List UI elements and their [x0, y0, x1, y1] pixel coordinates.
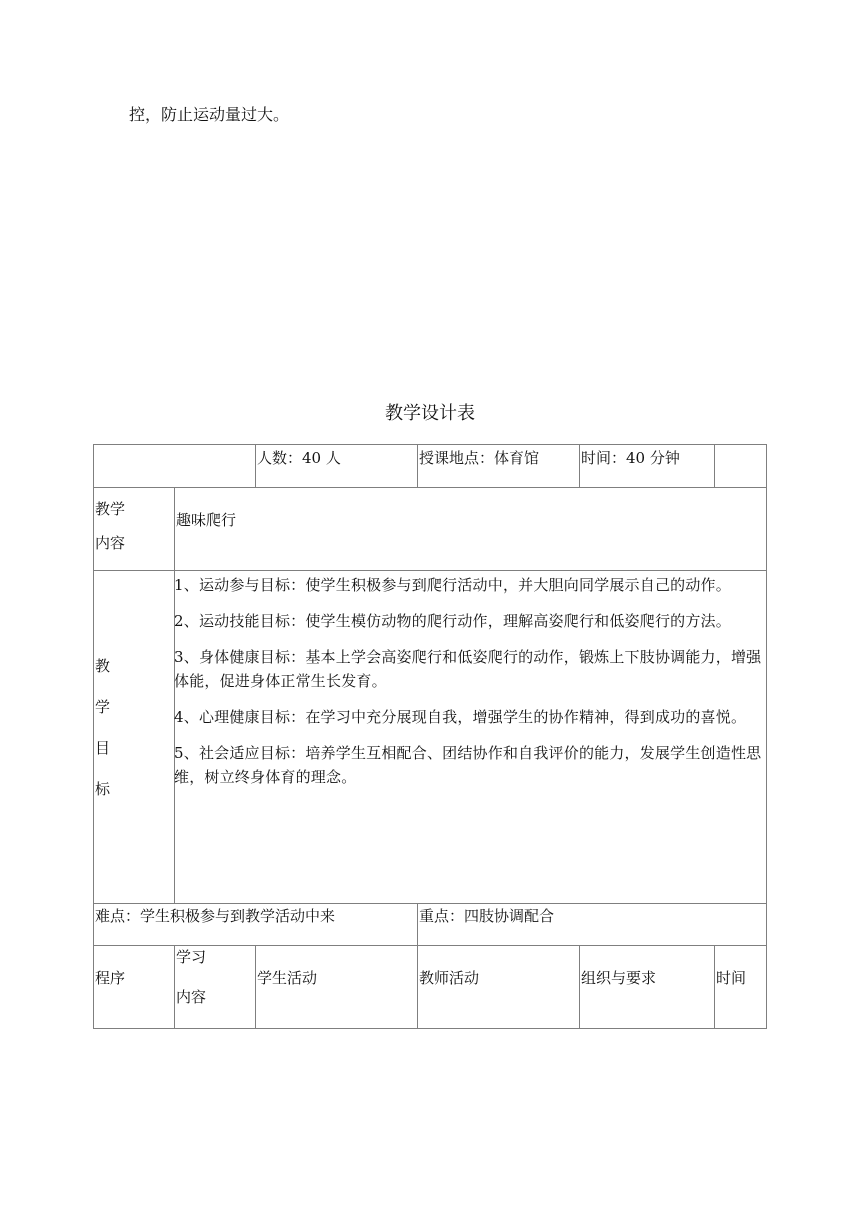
table-border [417, 903, 418, 945]
table-border [255, 444, 256, 487]
table-border [255, 945, 256, 1028]
table-border [93, 903, 767, 904]
table-border [417, 945, 418, 1028]
table-border [93, 444, 94, 1028]
study-content-header: 学习 内容 [176, 948, 207, 1006]
table-border [714, 945, 715, 1028]
table-border [93, 945, 767, 946]
table-border [93, 570, 767, 571]
difficulty-cell: 难点：学生积极参与到教学活动中来 [95, 907, 336, 925]
goal-item: 3、身体健康目标：基本上学会高姿爬行和低姿爬行的动作，锻炼上下肢协调能力，增强体能，促进身体正常生长发育。 [174, 648, 762, 690]
goals-list [174, 573, 766, 801]
table-border [417, 444, 418, 487]
intro-text: 控，防止运动量过大。 [129, 105, 290, 124]
goal-item: 5、社会适应目标：培养学生互相配合、团结协作和自我评价的能力，发展学生创造性思维，树立终身体育的理念。 [174, 744, 762, 786]
procedure-header: 程序 [95, 969, 126, 987]
teacher-activity-header: 教师活动 [419, 969, 480, 987]
location-cell: 授课地点：体育馆 [419, 449, 540, 467]
time-header: 时间 [716, 969, 747, 987]
table-border [714, 444, 715, 487]
table-border [766, 444, 767, 1028]
goal-item: 4、心理健康目标：在学习中充分展现自我，增强学生的协作精神，得到成功的喜悦。 [174, 708, 747, 726]
organization-header: 组织与要求 [581, 969, 657, 987]
goal-item: 1、运动参与目标：使学生积极参与到爬行活动中，并大胆向同学展示自己的动作。 [174, 576, 731, 594]
goal-item: 2、运动技能目标：使学生模仿动物的爬行动作，理解高姿爬行和低姿爬行的方法。 [174, 612, 731, 630]
student-activity-header: 学生活动 [257, 969, 318, 987]
table-border [174, 945, 175, 1028]
content-label: 教学 内容 [95, 500, 126, 552]
table-border [579, 945, 580, 1028]
table-border [93, 444, 767, 445]
people-count-cell: 人数：40 人 [257, 449, 341, 467]
table-border [579, 444, 580, 487]
table-border [93, 1028, 767, 1029]
duration-cell: 时间：40 分钟 [581, 449, 680, 467]
content-value: 趣味爬行 [176, 511, 237, 529]
goals-label: 教 学 目 标 [95, 657, 111, 798]
table-border [93, 487, 767, 488]
key-point-cell: 重点：四肢协调配合 [419, 907, 555, 925]
table-title: 教学设计表 [385, 403, 475, 424]
